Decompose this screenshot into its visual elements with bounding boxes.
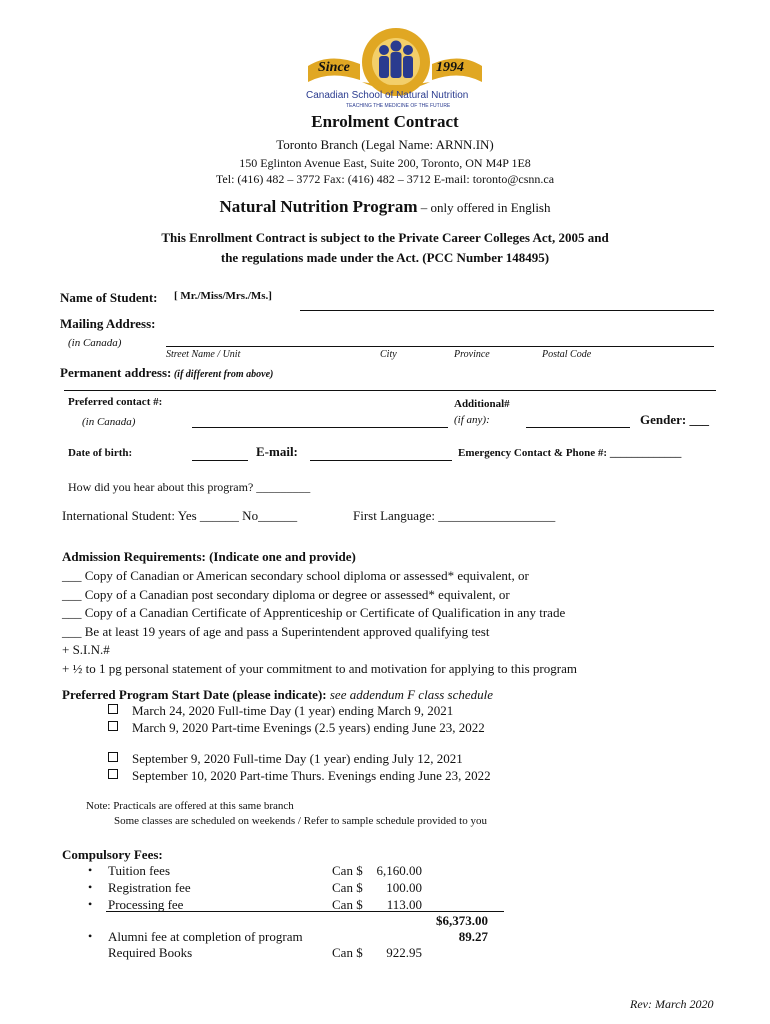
fee-label: Registration fee bbox=[108, 880, 191, 895]
contact-line: Tel: (416) 482 – 3772 Fax: (416) 482 – 3712 E-mail: toronto@csnn.ca bbox=[215, 172, 555, 186]
books-currency: Can $ bbox=[332, 945, 363, 960]
fee-amount: 6,160.00 bbox=[376, 863, 422, 878]
student-name-field[interactable] bbox=[300, 310, 714, 311]
bullet-icon: • bbox=[88, 880, 93, 894]
fee-currency: Can $ bbox=[332, 863, 363, 878]
province-caption: Province bbox=[454, 349, 490, 360]
admission-item[interactable]: ___ Copy of a Canadian post secondary diploma or degree or assessed* equivalent, or bbox=[62, 586, 510, 602]
notice-line-1: This Enrollment Contract is subject to the Private Career Colleges Act, 2005 and bbox=[161, 230, 609, 245]
start-option[interactable]: March 24, 2020 Full-time Day (1 year) ending March 9, 2021 bbox=[108, 703, 453, 719]
city-caption: City bbox=[380, 349, 397, 360]
fee-currency: Can $ bbox=[332, 897, 363, 912]
gender-label[interactable]: Gender: ___ bbox=[640, 412, 709, 427]
fee-label: Tuition fees bbox=[108, 863, 170, 878]
checkbox-icon[interactable] bbox=[108, 769, 118, 779]
fee-label: Processing fee bbox=[108, 897, 184, 912]
program-heading bbox=[0, 197, 770, 217]
postal-caption: Postal Code bbox=[542, 349, 592, 360]
preferred-contact-field[interactable] bbox=[192, 427, 448, 428]
books-amount: 922.95 bbox=[386, 945, 422, 960]
student-name-label: Name of Student: bbox=[60, 290, 158, 305]
alumni-fee-amount: 89.27 bbox=[458, 929, 488, 944]
fee-currency: Can $ bbox=[332, 880, 363, 895]
preferred-contact-label: Preferred contact #: bbox=[68, 396, 163, 408]
mailing-address-field[interactable] bbox=[166, 346, 714, 347]
admission-item[interactable]: ___ Be at least 19 years of age and pass a Superintendent approved qualifying test bbox=[62, 623, 490, 639]
checkbox-icon[interactable] bbox=[108, 721, 118, 731]
fee-amount: 113.00 bbox=[386, 897, 422, 912]
logo-tagline: TEACHING THE MEDICINE OF THE FUTURE bbox=[346, 103, 451, 109]
logo-since: Since bbox=[318, 60, 350, 75]
start-date-heading: Preferred Program Start Date (please indicate): see addendum F class schedule bbox=[62, 687, 494, 702]
fees-underline bbox=[106, 911, 504, 912]
preferred-in-canada: (in Canada) bbox=[82, 416, 136, 428]
first-language-field[interactable]: First Language: __________________ bbox=[353, 508, 556, 523]
admission-item[interactable]: ___ Copy of a Canadian Certificate of Apprenticeship or Certificate of Qualification in any trade bbox=[62, 605, 566, 621]
start-option[interactable]: September 9, 2020 Full-time Day (1 year) ending July 12, 2021 bbox=[108, 751, 463, 767]
school-logo bbox=[300, 22, 490, 114]
books-label: Required Books bbox=[108, 945, 193, 960]
mailing-in-canada: (in Canada) bbox=[68, 337, 122, 349]
program-title: Natural Nutrition Program bbox=[219, 197, 418, 216]
admission-item: + S.I.N.# bbox=[62, 642, 110, 658]
student-name-prefix: [ Mr./Miss/Mrs./Ms.] bbox=[174, 290, 272, 302]
start-option[interactable]: September 10, 2020 Part-time Thurs. Evenings ending June 23, 2022 bbox=[108, 768, 491, 784]
fees-total: $6,373.00 bbox=[436, 913, 488, 928]
weekend-note: Some classes are scheduled on weekends / Refer to sample schedule provided to you bbox=[114, 815, 487, 827]
checkbox-icon[interactable] bbox=[108, 704, 118, 714]
alumni-fee-label: Alumni fee at completion of program bbox=[108, 929, 303, 944]
admission-list bbox=[62, 567, 577, 679]
revision-date: Rev: March 2020 bbox=[630, 997, 714, 1011]
additional-label: Additional# bbox=[454, 398, 510, 410]
permanent-address-label: Permanent address: (if different from above) bbox=[60, 365, 274, 380]
international-student-question[interactable]: International Student: Yes ______ No______ bbox=[62, 508, 298, 523]
emergency-contact-label[interactable]: Emergency Contact & Phone #: _____________ bbox=[458, 447, 682, 459]
bullet-icon: • bbox=[88, 929, 93, 943]
dob-field[interactable] bbox=[192, 460, 248, 461]
email-label: E-mail: bbox=[256, 444, 298, 459]
address-line: 150 Eglinton Avenue East, Suite 200, Toronto, ON M4P 1E8 bbox=[239, 156, 531, 170]
admission-item[interactable]: ___ Copy of Canadian or American secondary school diploma or assessed* equivalent, or bbox=[62, 568, 529, 583]
fees-heading: Compulsory Fees: bbox=[62, 847, 163, 862]
notice-line-2: the regulations made under the Act. (PCC Number 148495) bbox=[220, 250, 550, 265]
program-note: – only offered in English bbox=[417, 200, 551, 215]
start-option[interactable]: March 9, 2020 Part-time Evenings (2.5 years) ending June 23, 2022 bbox=[108, 720, 485, 736]
bullet-icon: • bbox=[88, 897, 93, 911]
fee-amount: 100.00 bbox=[386, 880, 422, 895]
checkbox-icon[interactable] bbox=[108, 752, 118, 762]
mailing-address-label: Mailing Address: bbox=[60, 316, 156, 331]
practicals-note: Note: Practicals are offered at this same branch bbox=[86, 800, 294, 812]
logo-year: 1994 bbox=[436, 60, 464, 75]
additional-contact-field[interactable] bbox=[526, 427, 630, 428]
branch-line: Toronto Branch (Legal Name: ARNN.IN) bbox=[276, 137, 494, 152]
admission-heading: Admission Requirements: (Indicate one and provide) bbox=[62, 549, 356, 564]
email-field[interactable] bbox=[310, 460, 452, 461]
street-caption: Street Name / Unit bbox=[166, 349, 241, 360]
admission-item: + ½ to 1 pg personal statement of your commitment to and motivation for applying to this program bbox=[62, 660, 577, 676]
logo-school-name: Canadian School of Natural Nutrition bbox=[306, 90, 469, 101]
dob-label: Date of birth: bbox=[68, 447, 133, 459]
if-any-label: (if any): bbox=[454, 414, 490, 426]
how-heard-question[interactable]: How did you hear about this program? _________ bbox=[68, 480, 311, 494]
bullet-icon: • bbox=[88, 863, 93, 877]
page-title: Enrolment Contract bbox=[311, 112, 459, 131]
permanent-address-field[interactable] bbox=[64, 390, 716, 391]
